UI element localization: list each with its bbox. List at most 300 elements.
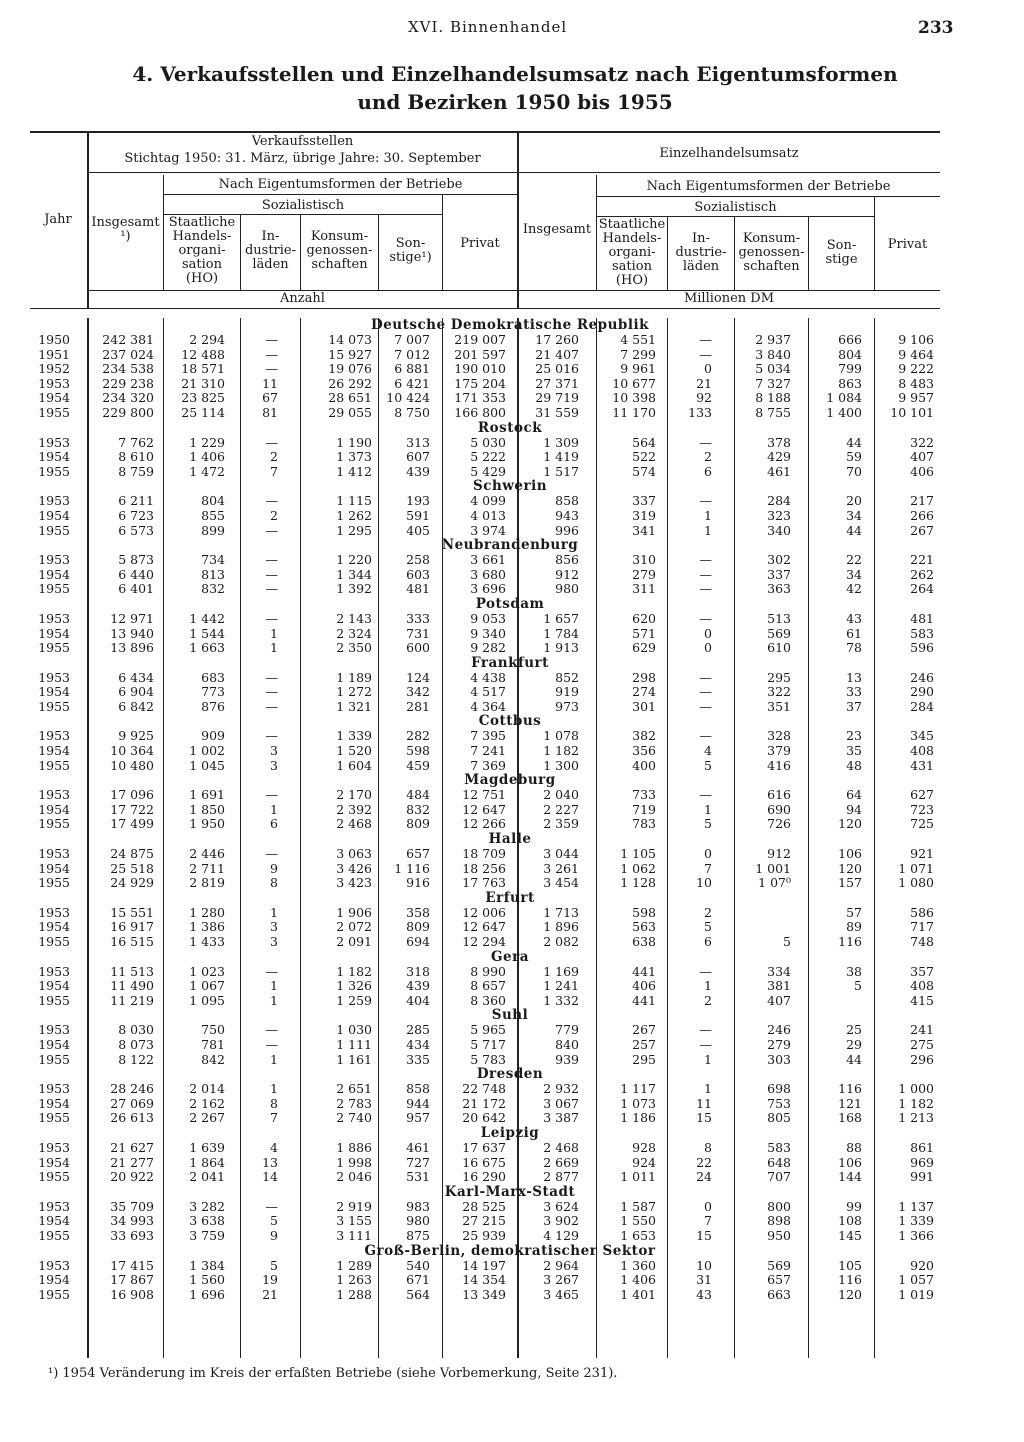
cell-umsatz-insgesamt: 1 517: [543, 463, 579, 479]
cell-umsatz-sonstige: 44: [846, 1051, 862, 1067]
cell-verkauf-privat: 12 294: [462, 934, 506, 949]
col-sonstige-right: Son- stige: [825, 238, 858, 267]
table-section: [0, 1185, 1024, 1244]
cell-verkauf-konsum: 1 520: [336, 743, 372, 759]
cell-verkauf-ho: 2 267: [189, 1110, 225, 1126]
cell-verkauf-industrie: 3: [270, 757, 278, 773]
cell-year: 1953: [38, 1198, 70, 1214]
cell-verkauf-sonstige: 598: [406, 743, 430, 759]
cell-year: 1954: [38, 1213, 70, 1229]
cell-verkauf-privat: 7 395: [470, 728, 506, 744]
table-row: [0, 582, 1024, 597]
cell-verkauf-industrie: 1: [270, 992, 278, 1008]
cell-verkauf-konsum: 3 063: [336, 846, 372, 862]
cell-year: 1955: [38, 1286, 70, 1302]
cell-verkauf-konsum: 1 998: [336, 1154, 372, 1170]
cell-umsatz-privat: 583: [910, 625, 934, 641]
cell-umsatz-konsum: 337: [767, 566, 791, 582]
cell-verkauf-ho: 1 045: [189, 757, 225, 773]
cell-verkauf-industrie: 9: [270, 860, 278, 876]
cell-verkauf-insgesamt: 6 573: [118, 522, 154, 538]
col-ho-right: Staatliche Handels- organi- sation (HO): [598, 217, 666, 288]
cell-verkauf-industrie: —: [265, 332, 278, 347]
cell-verkauf-sonstige: 944: [406, 1095, 430, 1111]
cell-year: 1953: [38, 669, 70, 685]
cell-verkauf-konsum: 3 155: [336, 1213, 372, 1229]
cell-verkauf-privat: 17 637: [462, 1139, 506, 1155]
cell-year: 1955: [38, 581, 70, 597]
cell-verkauf-sonstige: 983: [406, 1198, 430, 1214]
col-industrie-left: In- dustrie- läden: [244, 229, 297, 272]
cell-umsatz-konsum: 610: [767, 640, 791, 656]
cell-umsatz-industrie: 5: [704, 757, 712, 773]
section-title: Neubrandenburg: [441, 537, 579, 554]
cell-umsatz-sonstige: 116: [838, 1081, 862, 1097]
cell-umsatz-industrie: 43: [696, 1286, 712, 1302]
cell-verkauf-sonstige: 282: [406, 728, 430, 744]
cell-verkauf-konsum: 1 115: [336, 493, 372, 509]
cell-umsatz-insgesamt: 3 465: [543, 1286, 579, 1302]
cell-umsatz-konsum: 657: [767, 1272, 791, 1288]
cell-verkauf-industrie: —: [265, 728, 278, 744]
cell-verkauf-sonstige: 434: [406, 1036, 430, 1052]
table-row: [0, 1097, 1024, 1112]
cell-umsatz-sonstige: 168: [838, 1110, 862, 1126]
cell-verkauf-ho: 1 472: [189, 463, 225, 479]
cell-umsatz-insgesamt: 4 129: [543, 1227, 579, 1243]
cell-umsatz-konsum: 805: [767, 1110, 791, 1126]
cell-umsatz-industrie: —: [699, 332, 712, 347]
cell-umsatz-ho: 620: [632, 610, 656, 626]
table-section: [0, 656, 1024, 715]
cell-verkauf-sonstige: 7 007: [394, 332, 430, 347]
table-row: [0, 803, 1024, 818]
cell-umsatz-konsum: 648: [767, 1154, 791, 1170]
cell-verkauf-ho: 1 696: [189, 1286, 225, 1302]
cell-umsatz-industrie: —: [699, 963, 712, 979]
cell-umsatz-industrie: 133: [688, 404, 712, 420]
table-row: [0, 1156, 1024, 1171]
cell-umsatz-sonstige: 1 400: [826, 404, 862, 420]
cell-umsatz-insgesamt: 996: [555, 522, 579, 538]
cell-umsatz-industrie: 10: [696, 875, 712, 891]
cell-year: 1953: [38, 1257, 70, 1273]
cell-verkauf-ho: 1 023: [189, 963, 225, 979]
cell-verkauf-privat: 9 053: [470, 610, 506, 626]
cell-verkauf-insgesamt: 8 759: [118, 463, 154, 479]
cell-verkauf-industrie: —: [265, 698, 278, 714]
cell-verkauf-industrie: 2: [270, 507, 278, 523]
cell-umsatz-konsum: 5: [783, 934, 791, 949]
cell-verkauf-industrie: 21: [262, 1286, 278, 1302]
cell-umsatz-privat: 1 057: [898, 1272, 934, 1288]
cell-year: 1954: [38, 625, 70, 641]
cell-umsatz-insgesamt: 1 913: [543, 640, 579, 656]
table-row: [0, 348, 1024, 363]
rule-h-l2: [164, 194, 517, 195]
cell-verkauf-privat: 4 364: [470, 698, 506, 714]
cell-umsatz-insgesamt: 2 669: [543, 1154, 579, 1170]
table-row: [0, 1288, 1024, 1303]
table-row: [0, 1214, 1024, 1229]
cell-umsatz-privat: 748: [910, 934, 934, 949]
cell-umsatz-insgesamt: 973: [555, 698, 579, 714]
cell-umsatz-industrie: —: [699, 669, 712, 685]
cell-verkauf-sonstige: 10 424: [386, 390, 430, 406]
table-row: [0, 729, 1024, 744]
cell-umsatz-ho: 311: [632, 581, 656, 597]
cell-umsatz-insgesamt: 3 387: [543, 1110, 579, 1126]
cell-year: 1954: [38, 801, 70, 817]
section-title: Gera: [491, 948, 529, 965]
cell-umsatz-privat: 861: [910, 1139, 934, 1155]
table-body: [0, 318, 1024, 1302]
cell-verkauf-privat: 17 763: [462, 875, 506, 891]
cell-umsatz-privat: 627: [910, 787, 934, 803]
cell-umsatz-industrie: —: [699, 493, 712, 509]
cell-verkauf-sonstige: 342: [406, 684, 430, 700]
cell-umsatz-ho: 629: [632, 640, 656, 656]
cell-umsatz-sonstige: 64: [846, 787, 862, 803]
cell-verkauf-privat: 3 974: [470, 522, 506, 538]
cell-umsatz-sonstige: 34: [846, 566, 862, 582]
cell-umsatz-ho: 564: [632, 434, 656, 450]
cell-year: 1953: [38, 1139, 70, 1155]
cell-verkauf-ho: 1 560: [189, 1272, 225, 1288]
cell-verkauf-insgesamt: 17 415: [110, 1257, 154, 1273]
cell-umsatz-ho: 1 186: [620, 1110, 656, 1126]
cell-verkauf-insgesamt: 9 925: [118, 728, 154, 744]
cell-umsatz-industrie: —: [699, 1036, 712, 1052]
cell-umsatz-industrie: —: [699, 610, 712, 626]
cell-verkauf-konsum: 2 468: [336, 816, 372, 832]
cell-umsatz-insgesamt: 3 044: [543, 846, 579, 862]
cell-verkauf-privat: 28 525: [462, 1198, 506, 1214]
cell-verkauf-insgesamt: 13 896: [110, 640, 154, 656]
cell-umsatz-sonstige: 89: [846, 919, 862, 935]
section-title: Dresden: [476, 1066, 544, 1083]
cell-verkauf-konsum: 1 189: [336, 669, 372, 685]
cell-umsatz-insgesamt: 1 300: [543, 757, 579, 773]
cell-umsatz-privat: 9 464: [898, 346, 934, 362]
cell-umsatz-industrie: 15: [696, 1227, 712, 1243]
cell-umsatz-sonstige: 34: [846, 507, 862, 523]
cell-verkauf-privat: 3 661: [470, 552, 506, 568]
cell-umsatz-konsum: 690: [767, 801, 791, 817]
cell-verkauf-ho: 12 488: [181, 346, 225, 362]
cell-verkauf-ho: 3 638: [189, 1213, 225, 1229]
cell-umsatz-ho: 10 677: [612, 375, 656, 391]
cell-umsatz-privat: 415: [910, 992, 934, 1008]
cell-umsatz-industrie: —: [699, 434, 712, 450]
cell-verkauf-konsum: 3 426: [336, 860, 372, 876]
cell-umsatz-konsum: 7 327: [755, 375, 791, 391]
cell-umsatz-privat: 221: [910, 552, 934, 568]
cell-umsatz-ho: 279: [632, 566, 656, 582]
col-ho-left: Staatliche Handels- organi- sation (HO): [168, 215, 236, 286]
table-section: [0, 318, 1024, 421]
cell-verkauf-konsum: 3 423: [336, 875, 372, 891]
cell-umsatz-privat: 262: [910, 566, 934, 582]
cell-umsatz-ho: 257: [632, 1036, 656, 1052]
cell-verkauf-konsum: 2 072: [336, 919, 372, 935]
cell-umsatz-privat: 921: [910, 846, 934, 862]
cell-umsatz-privat: 717: [910, 919, 934, 935]
table-row: [0, 876, 1024, 891]
cell-umsatz-ho: 441: [632, 992, 656, 1008]
cell-umsatz-konsum: 284: [767, 493, 791, 509]
cell-verkauf-konsum: 2 919: [336, 1198, 372, 1214]
table-row: [0, 759, 1024, 774]
cell-verkauf-industrie: —: [265, 493, 278, 509]
cell-verkauf-insgesamt: 237 024: [102, 346, 154, 362]
cell-umsatz-ho: 319: [632, 507, 656, 523]
cell-umsatz-sonstige: 116: [838, 934, 862, 949]
cell-verkauf-ho: 2 446: [189, 846, 225, 862]
table-row: [0, 920, 1024, 935]
cell-umsatz-sonstige: 144: [838, 1169, 862, 1185]
unit-left: Anzahl: [280, 291, 325, 306]
cell-umsatz-ho: 1 117: [620, 1081, 656, 1097]
cell-verkauf-insgesamt: 234 320: [102, 390, 154, 406]
cell-umsatz-konsum: 328: [767, 728, 791, 744]
cell-umsatz-sonstige: 42: [846, 581, 862, 597]
cell-umsatz-insgesamt: 27 371: [535, 375, 579, 391]
cell-umsatz-industrie: 6: [704, 934, 712, 949]
table-row: [0, 1023, 1024, 1038]
cell-verkauf-industrie: 19: [262, 1272, 278, 1288]
cell-year: 1950: [38, 332, 70, 347]
cell-verkauf-industrie: 2: [270, 449, 278, 465]
cell-verkauf-konsum: 1 344: [336, 566, 372, 582]
cell-umsatz-privat: 596: [910, 640, 934, 656]
sozialistisch-left: Sozialistisch: [261, 198, 345, 213]
cell-year: 1953: [38, 493, 70, 509]
cell-verkauf-sonstige: 600: [406, 640, 430, 656]
cell-umsatz-privat: 1 366: [898, 1227, 934, 1243]
cell-verkauf-sonstige: 281: [406, 698, 430, 714]
cell-verkauf-industrie: 5: [270, 1213, 278, 1229]
cell-umsatz-privat: 241: [910, 1022, 934, 1038]
cell-verkauf-ho: 21 310: [181, 375, 225, 391]
cell-verkauf-ho: 2 819: [189, 875, 225, 891]
cell-umsatz-insgesamt: 858: [555, 493, 579, 509]
cell-verkauf-privat: 12 647: [462, 919, 506, 935]
cell-year: 1953: [38, 552, 70, 568]
cell-year: 1955: [38, 1051, 70, 1067]
section-title: Groß-Berlin, demokratischer Sektor: [364, 1242, 656, 1259]
cell-umsatz-privat: 9 106: [898, 332, 934, 347]
cell-verkauf-industrie: 67: [262, 390, 278, 406]
cell-verkauf-industrie: —: [265, 1198, 278, 1214]
cell-umsatz-konsum: 302: [767, 552, 791, 568]
cell-verkauf-privat: 175 204: [454, 375, 506, 391]
cell-verkauf-industrie: 1: [270, 640, 278, 656]
cell-umsatz-insgesamt: 840: [555, 1036, 579, 1052]
cell-umsatz-konsum: 246: [767, 1022, 791, 1038]
cell-umsatz-industrie: 8: [704, 1139, 712, 1155]
cell-verkauf-ho: 734: [201, 552, 225, 568]
col-jahr: Jahr: [44, 212, 72, 227]
cell-verkauf-ho: 2 294: [189, 332, 225, 347]
cell-umsatz-industrie: 10: [696, 1257, 712, 1273]
cell-umsatz-ho: 638: [632, 934, 656, 949]
cell-verkauf-insgesamt: 6 842: [118, 698, 154, 714]
cell-verkauf-konsum: 2 392: [336, 801, 372, 817]
cell-verkauf-sonstige: 285: [406, 1022, 430, 1038]
cell-verkauf-sonstige: 694: [406, 934, 430, 949]
cell-umsatz-industrie: 6: [704, 463, 712, 479]
cell-umsatz-industrie: —: [699, 728, 712, 744]
table-row: [0, 847, 1024, 862]
cell-umsatz-ho: 924: [632, 1154, 656, 1170]
cell-year: 1955: [38, 522, 70, 538]
cell-umsatz-industrie: 2: [704, 449, 712, 465]
cell-umsatz-industrie: 11: [696, 1095, 712, 1111]
table-section: [0, 1067, 1024, 1126]
table-row: [0, 744, 1024, 759]
cell-umsatz-insgesamt: 1 419: [543, 449, 579, 465]
cell-umsatz-privat: 266: [910, 507, 934, 523]
cell-umsatz-konsum: 583: [767, 1139, 791, 1155]
cell-verkauf-privat: 4 438: [470, 669, 506, 685]
cell-verkauf-konsum: 2 091: [336, 934, 372, 949]
cell-umsatz-industrie: —: [699, 581, 712, 597]
cell-umsatz-sonstige: 120: [838, 816, 862, 832]
cell-umsatz-ho: 1 401: [620, 1286, 656, 1302]
cell-umsatz-sonstige: 88: [846, 1139, 862, 1155]
table-section: [0, 714, 1024, 773]
table-row: [0, 862, 1024, 877]
table-section: [0, 832, 1024, 891]
cell-umsatz-industrie: 1: [704, 522, 712, 538]
cell-verkauf-privat: 4 013: [470, 507, 506, 523]
cell-verkauf-konsum: 1 906: [336, 904, 372, 920]
table-section: [0, 891, 1024, 950]
cell-umsatz-insgesamt: 1 182: [543, 743, 579, 759]
cell-umsatz-sonstige: 666: [838, 332, 862, 347]
cell-umsatz-privat: 296: [910, 1051, 934, 1067]
cell-verkauf-sonstige: 957: [406, 1110, 430, 1126]
chapter-title: XVI. Binnenhandel: [408, 18, 568, 36]
cell-verkauf-sonstige: 1 116: [394, 860, 430, 876]
cell-verkauf-ho: 23 825: [181, 390, 225, 406]
cell-umsatz-privat: 275: [910, 1036, 934, 1052]
cell-umsatz-privat: 408: [910, 743, 934, 759]
cell-verkauf-privat: 3 696: [470, 581, 506, 597]
cell-verkauf-ho: 25 114: [181, 404, 225, 420]
cell-verkauf-insgesamt: 13 940: [110, 625, 154, 641]
cell-verkauf-ho: 2 041: [189, 1169, 225, 1185]
cell-umsatz-ho: 400: [632, 757, 656, 773]
table-row: [0, 1141, 1024, 1156]
cell-umsatz-industrie: 0: [704, 625, 712, 641]
cell-umsatz-sonstige: 120: [838, 860, 862, 876]
cell-umsatz-konsum: 378: [767, 434, 791, 450]
cell-verkauf-industrie: 8: [270, 1095, 278, 1111]
cell-umsatz-konsum: 351: [767, 698, 791, 714]
cell-verkauf-insgesamt: 26 613: [110, 1110, 154, 1126]
cell-verkauf-privat: 201 597: [454, 346, 506, 362]
cell-verkauf-industrie: 1: [270, 904, 278, 920]
cell-umsatz-ho: 733: [632, 787, 656, 803]
cell-verkauf-ho: 1 850: [189, 801, 225, 817]
cell-verkauf-sonstige: 832: [406, 801, 430, 817]
cell-umsatz-privat: 290: [910, 684, 934, 700]
cell-umsatz-konsum: 3 840: [755, 346, 791, 362]
cell-verkauf-privat: 5 222: [470, 449, 506, 465]
cell-umsatz-sonstige: 1 084: [826, 390, 862, 406]
cell-verkauf-insgesamt: 11 219: [110, 992, 154, 1008]
cell-verkauf-insgesamt: 24 929: [110, 875, 154, 891]
cell-umsatz-konsum: 322: [767, 684, 791, 700]
cell-verkauf-industrie: 1: [270, 625, 278, 641]
cell-verkauf-konsum: 2 740: [336, 1110, 372, 1126]
cell-umsatz-sonstige: 863: [838, 375, 862, 391]
cell-verkauf-ho: 1 280: [189, 904, 225, 920]
table-title: [100, 60, 930, 116]
cell-umsatz-industrie: 2: [704, 992, 712, 1008]
cell-verkauf-privat: 12 006: [462, 904, 506, 920]
cell-umsatz-insgesamt: 980: [555, 581, 579, 597]
cell-verkauf-sonstige: 404: [406, 992, 430, 1008]
cell-verkauf-konsum: 2 324: [336, 625, 372, 641]
cell-umsatz-konsum: 1 07⁰: [758, 875, 791, 891]
cell-verkauf-privat: 166 800: [454, 404, 506, 420]
cell-verkauf-konsum: 14 073: [328, 332, 372, 347]
cell-umsatz-sonstige: 59: [846, 449, 862, 465]
cell-year: 1954: [38, 978, 70, 994]
section-title: Cottbus: [478, 713, 542, 730]
cell-umsatz-konsum: 5 034: [755, 361, 791, 377]
table-section: [0, 479, 1024, 538]
section-title: Halle: [488, 831, 532, 848]
section-title: Karl-Marx-Stadt: [444, 1183, 576, 1200]
table-row: [0, 553, 1024, 568]
cell-verkauf-privat: 18 709: [462, 846, 506, 862]
cell-umsatz-sonstige: 799: [838, 361, 862, 377]
cell-year: 1953: [38, 846, 70, 862]
cell-verkauf-insgesamt: 16 917: [110, 919, 154, 935]
umsatz-title: Einzelhandelsumsatz: [659, 146, 799, 161]
cell-year: 1954: [38, 743, 70, 759]
cell-year: 1951: [38, 346, 70, 362]
cell-verkauf-ho: 855: [201, 507, 225, 523]
cell-umsatz-konsum: 569: [767, 625, 791, 641]
cell-year: 1954: [38, 449, 70, 465]
cell-verkauf-sonstige: 7 012: [394, 346, 430, 362]
cell-verkauf-insgesamt: 5 873: [118, 552, 154, 568]
cell-verkauf-sonstige: 540: [406, 1257, 430, 1273]
cell-umsatz-konsum: 800: [767, 1198, 791, 1214]
cell-umsatz-ho: 1 587: [620, 1198, 656, 1214]
cell-verkauf-ho: 18 571: [181, 361, 225, 377]
cell-year: 1954: [38, 919, 70, 935]
col-sonstige-left: Son- stige¹): [389, 236, 432, 265]
cell-umsatz-insgesamt: 1 309: [543, 434, 579, 450]
nach-eigentum-left: Nach Eigentumsformen der Betriebe: [218, 177, 463, 192]
cell-verkauf-industrie: —: [265, 610, 278, 626]
cell-umsatz-privat: 1 000: [898, 1081, 934, 1097]
cell-verkauf-insgesamt: 8 073: [118, 1036, 154, 1052]
cell-umsatz-industrie: 24: [696, 1169, 712, 1185]
cell-umsatz-ho: 274: [632, 684, 656, 700]
table-row: [0, 1200, 1024, 1215]
cell-umsatz-privat: 284: [910, 698, 934, 714]
cell-umsatz-ho: 406: [632, 978, 656, 994]
cell-verkauf-sonstige: 484: [406, 787, 430, 803]
cell-umsatz-privat: 1 182: [898, 1095, 934, 1111]
